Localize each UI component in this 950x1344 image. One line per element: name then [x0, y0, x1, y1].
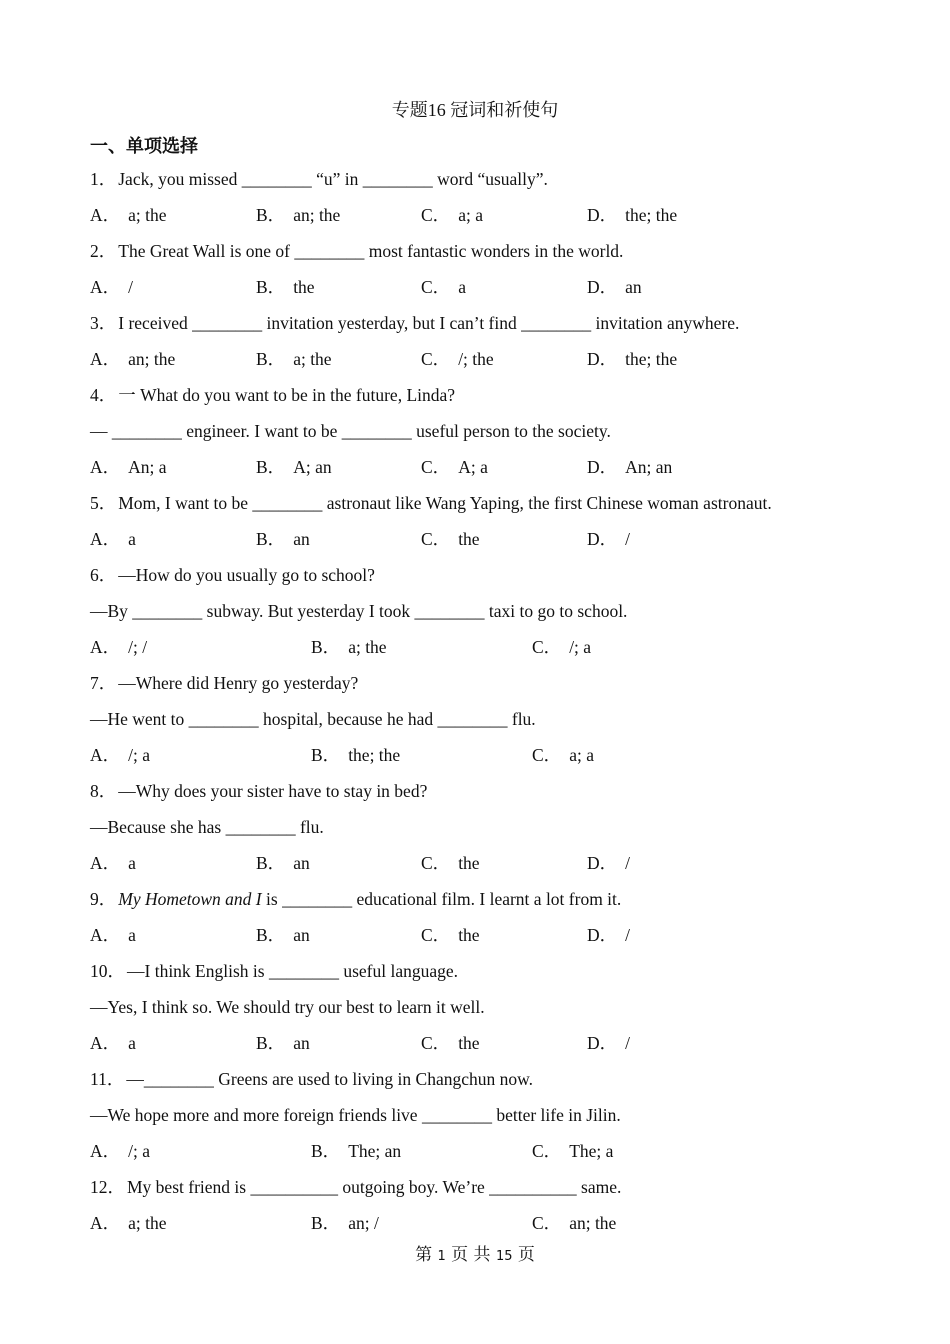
- answer-option: [256, 456, 332, 478]
- question-line: [90, 708, 536, 730]
- option-text: a; the: [293, 349, 332, 369]
- option-text: /: [625, 853, 631, 873]
- answer-option: [311, 744, 400, 766]
- option-label: C．: [421, 529, 451, 549]
- option-text: the: [458, 529, 480, 549]
- option-text: a: [128, 925, 136, 945]
- option-label: A．: [90, 1033, 121, 1053]
- answer-option: [532, 636, 591, 658]
- option-text: /; /: [128, 637, 148, 657]
- question-stem: [90, 888, 621, 910]
- question-number: 9．: [90, 889, 117, 909]
- option-text: an; the: [293, 205, 341, 225]
- option-label: C．: [532, 745, 562, 765]
- answer-option: [421, 348, 494, 370]
- question-italic-title: My Hometown and I: [118, 889, 262, 909]
- option-text: the: [458, 925, 480, 945]
- option-label: C．: [421, 277, 451, 297]
- option-label: B．: [256, 925, 286, 945]
- page-title: 专题16 冠词和祈使句: [391, 100, 559, 120]
- option-label: B．: [256, 853, 286, 873]
- question-text: My best friend is __________ outgoing boy. We’re __________ same.: [127, 1177, 622, 1197]
- question-text: Mom, I want to be ________ astronaut like Wang Yaping, the first Chinese woman astronaut.: [118, 493, 772, 513]
- option-text: an: [293, 925, 310, 945]
- option-text: an; /: [348, 1213, 379, 1233]
- answer-option: [256, 924, 310, 946]
- question-number: 10．: [90, 961, 125, 981]
- option-text: the; the: [348, 745, 401, 765]
- option-label: B．: [256, 457, 286, 477]
- option-text: /: [625, 925, 631, 945]
- question-stem: [90, 168, 548, 190]
- option-label: B．: [311, 745, 341, 765]
- option-text: a: [458, 277, 466, 297]
- question-text: —I think English is ________ useful language.: [127, 961, 459, 981]
- option-text: /: [128, 277, 134, 297]
- question-text: I received ________ invitation yesterday, but I can’t find ________ invitation anywhere.: [118, 313, 740, 333]
- answer-option: [90, 1140, 150, 1162]
- question-text: —He went to ________ hospital, because he had ________ flu.: [90, 709, 536, 729]
- option-text: an; the: [569, 1213, 617, 1233]
- option-label: D．: [587, 529, 618, 549]
- option-label: A．: [90, 1141, 121, 1161]
- question-text: —Yes, I think so. We should try our best to learn it well.: [90, 997, 485, 1017]
- question-line: [90, 600, 627, 622]
- question-number: 2．: [90, 241, 117, 261]
- question-text: Jack, you missed ________ “u” in ________ word “usually”.: [118, 169, 548, 189]
- option-label: D．: [587, 205, 618, 225]
- option-label: B．: [256, 205, 286, 225]
- option-label: C．: [421, 1033, 451, 1053]
- answer-option: [90, 276, 133, 298]
- question-line: [90, 420, 611, 442]
- option-label: C．: [421, 349, 451, 369]
- option-text: A; a: [458, 457, 488, 477]
- option-text: /; a: [569, 637, 592, 657]
- option-label: D．: [587, 853, 618, 873]
- question-number: 4．: [90, 385, 117, 405]
- question-text: —Where did Henry go yesterday?: [118, 673, 359, 693]
- question-stem: [90, 672, 358, 694]
- answer-option: [421, 852, 480, 874]
- answer-option: [311, 1140, 401, 1162]
- option-label: C．: [421, 457, 451, 477]
- option-text: An; a: [128, 457, 167, 477]
- option-label: B．: [256, 349, 286, 369]
- answer-option: [90, 1212, 167, 1234]
- option-label: C．: [421, 925, 451, 945]
- option-text: /; a: [128, 1141, 151, 1161]
- option-label: B．: [311, 1141, 341, 1161]
- question-number: 3．: [90, 313, 117, 333]
- option-text: The; an: [348, 1141, 402, 1161]
- answer-option: [532, 1212, 616, 1234]
- answer-option: [90, 456, 167, 478]
- section-heading: 一、单项选择: [90, 136, 198, 157]
- option-text: a; the: [128, 205, 167, 225]
- option-label: D．: [587, 349, 618, 369]
- question-number: 6．: [90, 565, 117, 585]
- question-text: The Great Wall is one of ________ most fantastic wonders in the world.: [118, 241, 624, 261]
- answer-option: [90, 852, 136, 874]
- option-label: D．: [587, 277, 618, 297]
- question-number: 1．: [90, 169, 117, 189]
- option-label: B．: [256, 529, 286, 549]
- option-text: /; the: [458, 349, 494, 369]
- question-stem: [90, 492, 772, 514]
- option-label: A．: [90, 457, 121, 477]
- option-label: A．: [90, 853, 121, 873]
- option-text: a; the: [348, 637, 387, 657]
- answer-option: [256, 1032, 310, 1054]
- question-number: 11．: [90, 1069, 125, 1089]
- answer-option: [587, 1032, 630, 1054]
- question-stem: [90, 564, 375, 586]
- option-text: a; the: [128, 1213, 167, 1233]
- answer-option: [90, 636, 147, 658]
- option-label: A．: [90, 745, 121, 765]
- answer-option: [421, 528, 480, 550]
- answer-option: [587, 924, 630, 946]
- answer-option: [587, 852, 630, 874]
- footer-text: 页 共: [451, 1245, 491, 1265]
- answer-option: [311, 636, 387, 658]
- option-label: A．: [90, 1213, 121, 1233]
- option-label: C．: [421, 205, 451, 225]
- answer-option: [587, 204, 677, 226]
- page-footer: [0, 1240, 950, 1265]
- option-label: C．: [532, 1213, 562, 1233]
- answer-option: [587, 276, 642, 298]
- option-label: B．: [311, 637, 341, 657]
- question-stem: [90, 1176, 621, 1198]
- option-text: /: [625, 529, 631, 549]
- answer-option: [421, 1032, 480, 1054]
- option-text: the: [458, 1033, 480, 1053]
- option-label: C．: [532, 637, 562, 657]
- option-text: an: [293, 1033, 310, 1053]
- option-label: D．: [587, 457, 618, 477]
- answer-option: [90, 924, 136, 946]
- answer-option: [532, 744, 594, 766]
- answer-option: [587, 528, 630, 550]
- answer-option: [256, 348, 332, 370]
- question-number: 7．: [90, 673, 117, 693]
- option-label: A．: [90, 277, 121, 297]
- footer-total-pages: 15: [495, 1249, 513, 1264]
- option-label: A．: [90, 349, 121, 369]
- answer-option: [421, 276, 466, 298]
- option-text: The; a: [569, 1141, 614, 1161]
- option-text: a; a: [569, 745, 594, 765]
- question-text: is ________ educational film. I learnt a lot from it.: [261, 889, 622, 909]
- answer-option: [421, 204, 483, 226]
- question-text: — ________ engineer. I want to be ________ useful person to the society.: [90, 421, 611, 441]
- option-label: B．: [256, 277, 286, 297]
- question-stem: [90, 312, 739, 334]
- answer-option: [587, 348, 677, 370]
- option-text: an: [625, 277, 642, 297]
- option-label: A．: [90, 529, 121, 549]
- question-line: [90, 816, 324, 838]
- question-text: —________ Greens are used to living in Changchun now.: [126, 1069, 534, 1089]
- question-text: 一 What do you want to be in the future, Linda?: [118, 385, 456, 405]
- question-line: [90, 1104, 621, 1126]
- question-text: —Why does your sister have to stay in bed?: [118, 781, 428, 801]
- option-text: the; the: [625, 349, 678, 369]
- option-text: /; a: [128, 745, 151, 765]
- option-text: the: [293, 277, 315, 297]
- question-stem: [90, 240, 623, 262]
- answer-option: [90, 348, 175, 370]
- question-text: —Because she has ________ flu.: [90, 817, 324, 837]
- option-text: A; an: [293, 457, 332, 477]
- option-label: A．: [90, 925, 121, 945]
- option-text: a; a: [458, 205, 483, 225]
- question-text: —How do you usually go to school?: [118, 565, 375, 585]
- answer-option: [90, 528, 136, 550]
- option-text: An; an: [625, 457, 673, 477]
- answer-option: [256, 276, 315, 298]
- option-text: /: [625, 1033, 631, 1053]
- option-text: a: [128, 853, 136, 873]
- answer-option: [90, 1032, 136, 1054]
- question-number: 8．: [90, 781, 117, 801]
- answer-option: [421, 924, 480, 946]
- answer-option: [311, 1212, 379, 1234]
- answer-option: [587, 456, 672, 478]
- answer-option: [421, 456, 488, 478]
- option-label: D．: [587, 1033, 618, 1053]
- answer-option: [256, 852, 310, 874]
- question-number: 12．: [90, 1177, 125, 1197]
- option-label: B．: [256, 1033, 286, 1053]
- option-text: a: [128, 529, 136, 549]
- answer-option: [532, 1140, 613, 1162]
- question-stem: [90, 1068, 533, 1090]
- question-number: 5．: [90, 493, 117, 513]
- option-label: D．: [587, 925, 618, 945]
- question-line: [90, 996, 485, 1018]
- question-stem: [90, 780, 427, 802]
- option-text: a: [128, 1033, 136, 1053]
- option-label: C．: [532, 1141, 562, 1161]
- answer-option: [256, 528, 310, 550]
- option-text: the: [458, 853, 480, 873]
- option-label: B．: [311, 1213, 341, 1233]
- answer-option: [90, 744, 150, 766]
- option-text: an: [293, 529, 310, 549]
- option-label: A．: [90, 637, 121, 657]
- option-label: A．: [90, 205, 121, 225]
- question-stem: [90, 384, 455, 406]
- answer-option: [90, 204, 167, 226]
- option-text: an: [293, 853, 310, 873]
- option-label: C．: [421, 853, 451, 873]
- question-text: —We hope more and more foreign friends live ________ better life in Jilin.: [90, 1105, 621, 1125]
- question-text: —By ________ subway. But yesterday I took ________ taxi to go to school.: [90, 601, 628, 621]
- footer-text: 页: [517, 1245, 535, 1265]
- option-text: the; the: [625, 205, 678, 225]
- footer-page-number: 1: [437, 1249, 446, 1264]
- footer-text: 第: [415, 1245, 433, 1265]
- question-stem: [90, 960, 458, 982]
- answer-option: [256, 204, 340, 226]
- option-text: an; the: [128, 349, 176, 369]
